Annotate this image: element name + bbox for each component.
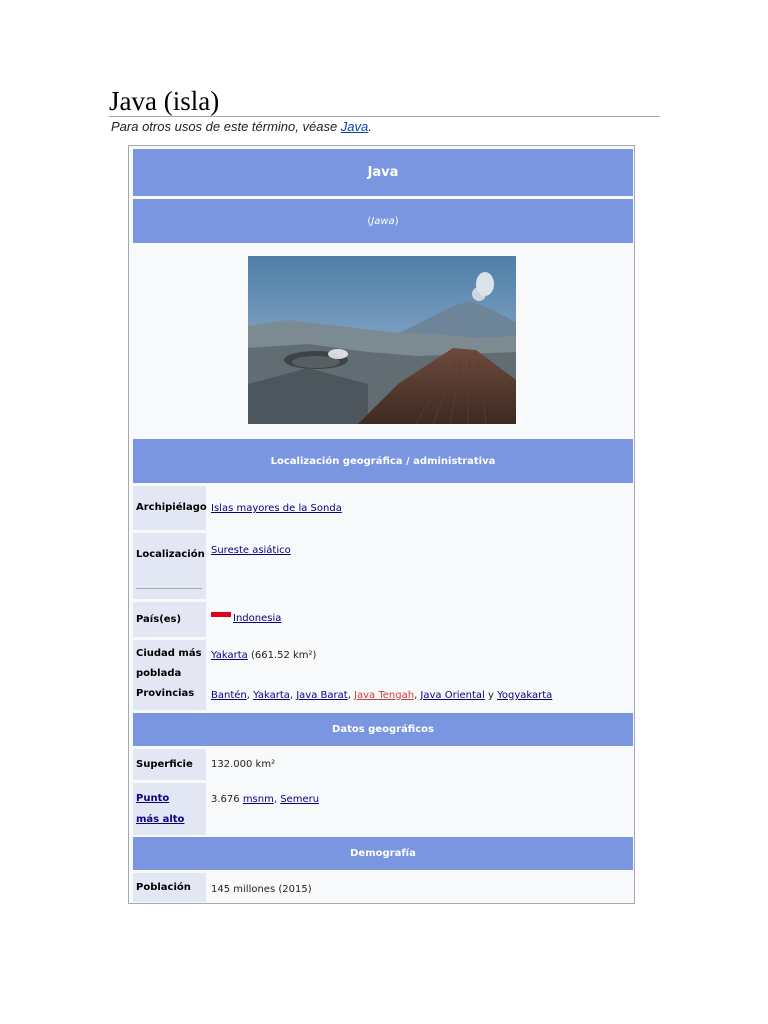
location-label-cell <box>133 533 206 599</box>
separator: , <box>246 690 254 701</box>
msnm-link[interactable]: msnm <box>242 794 274 805</box>
archipelago-link[interactable]: Islas mayores de la Sonda <box>211 503 342 514</box>
highest-point-label-cell <box>133 783 206 835</box>
largest-city-provinces-label-cell <box>133 640 206 710</box>
country-value <box>211 613 281 624</box>
title-divider <box>109 116 660 117</box>
country-link[interactable]: Indonesia <box>233 613 282 624</box>
native-name-text: Jawa <box>371 215 395 227</box>
page-title: Java (isla) <box>109 86 220 116</box>
separator: , <box>414 690 421 701</box>
infobox-title <box>133 149 633 196</box>
archipelago-label: Archipiélago <box>133 486 206 530</box>
largest-city-label: Ciudad más poblada <box>136 648 202 679</box>
hatnote <box>111 119 372 134</box>
population-label: Población <box>133 873 206 902</box>
population-value: 145 millones (2015) <box>211 884 312 895</box>
largest-city-link[interactable]: Yakarta <box>211 650 248 661</box>
area-label: Superficie <box>133 749 206 780</box>
separator: , <box>347 690 355 701</box>
infobox-title-text: Java <box>367 165 399 180</box>
hatnote-suffix: . <box>368 119 372 134</box>
area-value: 132.000 km² <box>211 759 276 770</box>
volcano-landscape-image[interactable] <box>248 256 516 424</box>
largest-city-value <box>211 650 316 661</box>
semeru-link[interactable]: Semeru <box>280 794 320 805</box>
province-link[interactable]: Bantén <box>211 690 247 701</box>
section-header-geography <box>133 713 633 746</box>
largest-city-area: (661.52 km²) <box>247 650 317 661</box>
infobox <box>128 145 635 904</box>
highest-point-value <box>211 794 319 805</box>
native-name-open: ( <box>367 215 372 227</box>
province-link[interactable]: Yakarta <box>253 690 290 701</box>
province-link-missing[interactable]: Java Tengah <box>354 690 415 701</box>
section-location-text: Localización geográfica / administrativa <box>270 455 496 467</box>
archipelago-value <box>211 503 342 514</box>
section-geo-text: Datos geográficos <box>332 724 434 735</box>
hatnote-link-java[interactable]: Java <box>340 119 369 134</box>
location-link[interactable]: Sureste asiático <box>211 545 291 556</box>
highest-point-elevation: 3.676 <box>211 794 243 805</box>
indonesia-flag-icon <box>211 612 231 617</box>
separator: , <box>289 690 297 701</box>
separator: , <box>273 794 281 805</box>
volcano-landscape-illustration <box>248 256 516 424</box>
section-header-demography <box>133 837 633 870</box>
location-map-divider <box>136 588 202 589</box>
country-label: País(es) <box>133 602 206 637</box>
location-value <box>211 545 291 556</box>
provinces-label: Provincias <box>136 688 195 699</box>
native-name-close: ) <box>394 215 399 227</box>
section-header-location <box>133 439 633 483</box>
province-link[interactable]: Java Barat <box>296 690 348 701</box>
provinces-value <box>211 690 552 701</box>
province-link[interactable]: Yogyakarta <box>497 690 553 701</box>
hatnote-text: Para otros usos de este término, véase <box>111 119 341 134</box>
location-label: Localización <box>136 549 205 560</box>
province-link[interactable]: Java Oriental <box>420 690 485 701</box>
infobox-native-name <box>133 199 633 243</box>
separator: y <box>484 690 498 701</box>
highest-point-label-link[interactable]: Punto más alto <box>136 793 185 825</box>
section-demography-text: Demografía <box>350 848 416 859</box>
